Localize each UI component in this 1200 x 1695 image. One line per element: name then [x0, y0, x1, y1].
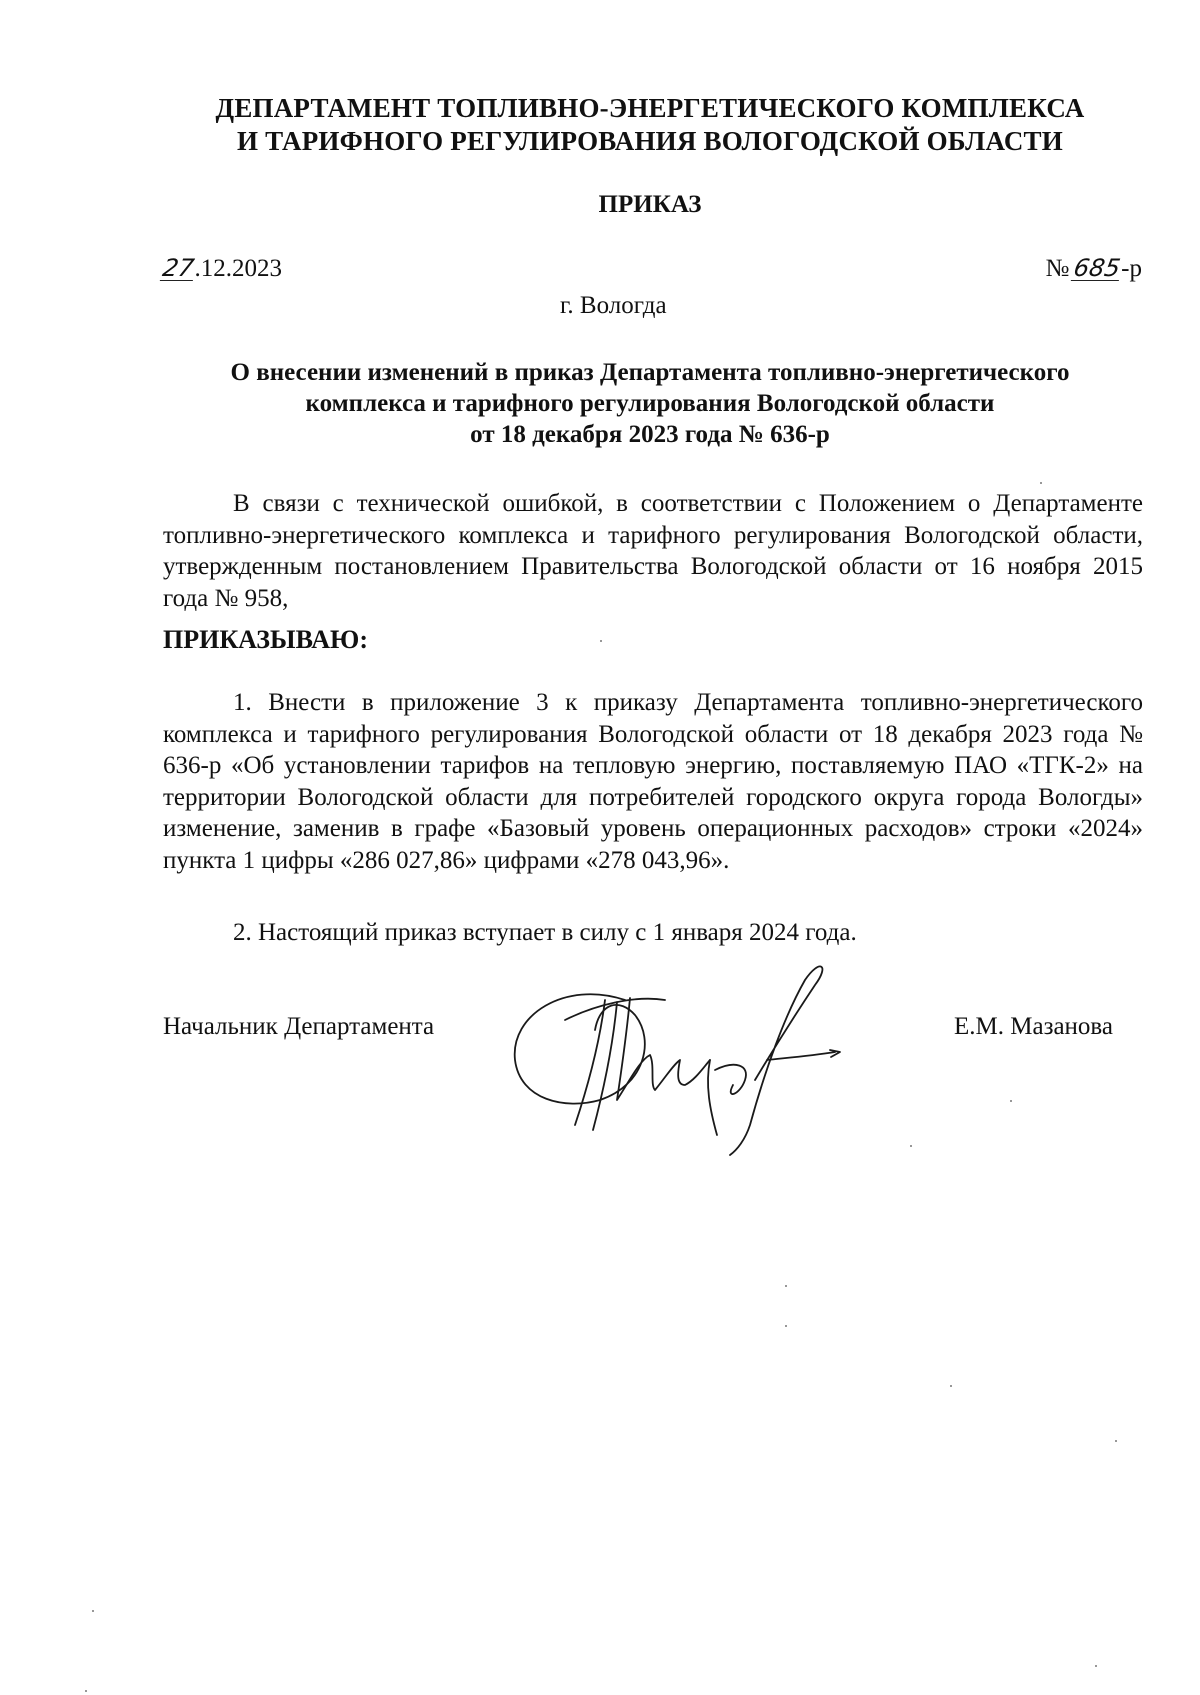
handwritten-number: 685 [1071, 254, 1123, 282]
order-item-2: 2. Настоящий приказ вступает в силу с 1 января 2024 года. [233, 919, 857, 946]
document-type-title: ПРИКАЗ [598, 191, 702, 218]
number-suffix: -р [1121, 255, 1142, 282]
order-word: ПРИКАЗЫВАЮ: [163, 625, 368, 654]
department-header-line-2: И ТАРИФНОГО РЕГУЛИРОВАНИЯ ВОЛОГОДСКОЙ ОБЛАСТИ [237, 126, 1063, 156]
handwritten-day: 27 [160, 254, 197, 282]
date-rest: .12.2023 [194, 255, 283, 282]
order-number [1046, 255, 1143, 283]
city: г. Вологда [560, 292, 667, 319]
department-header-line-1: ДЕПАРТАМЕНТ ТОПЛИВНО-ЭНЕРГЕТИЧЕСКОГО КОМПЛЕКСА [215, 93, 1085, 123]
order-subject [150, 357, 1150, 450]
order-date [162, 255, 282, 283]
number-prefix: № [1045, 255, 1070, 282]
subject-line-3: от 18 декабря 2023 года № 636-р [470, 421, 830, 448]
subject-line-2: комплекса и тарифного регулирования Вологодской области [305, 390, 995, 417]
signer-name: Е.М. Мазанова [954, 1013, 1113, 1040]
order-item-1: 1. Внести в приложение 3 к приказу Департамента топливно-энергетического комплекса и тарифного регулирования Вологодской области от 18 декабря 2023 года № 636-р «Об установлении тарифов на тепловую энергию, поставляемую ПАО «ТГК-2» на территории Вологодской области для потребителей городского округа города Вологды» изменение, заменив в графе «Базовый уровень операционных расходов» строки «2024» пункта 1 цифры «286 027,86» цифрами «278 043,96». [163, 689, 1143, 874]
handwritten-signature [505, 960, 875, 1160]
signer-position: Начальник Департамента [163, 1013, 435, 1040]
preamble-paragraph: В связи с технической ошибкой, в соответствии с Положением о Департаменте топливно-энергетического комплекса и тарифного регулирования Вологодской области, утвержденным постановлением Правительства Вологодской области от 16 ноября 2015 года № 958, [163, 490, 1143, 612]
subject-line-1: О внесении изменений в приказ Департамента топливно-энергетического [230, 359, 1070, 386]
